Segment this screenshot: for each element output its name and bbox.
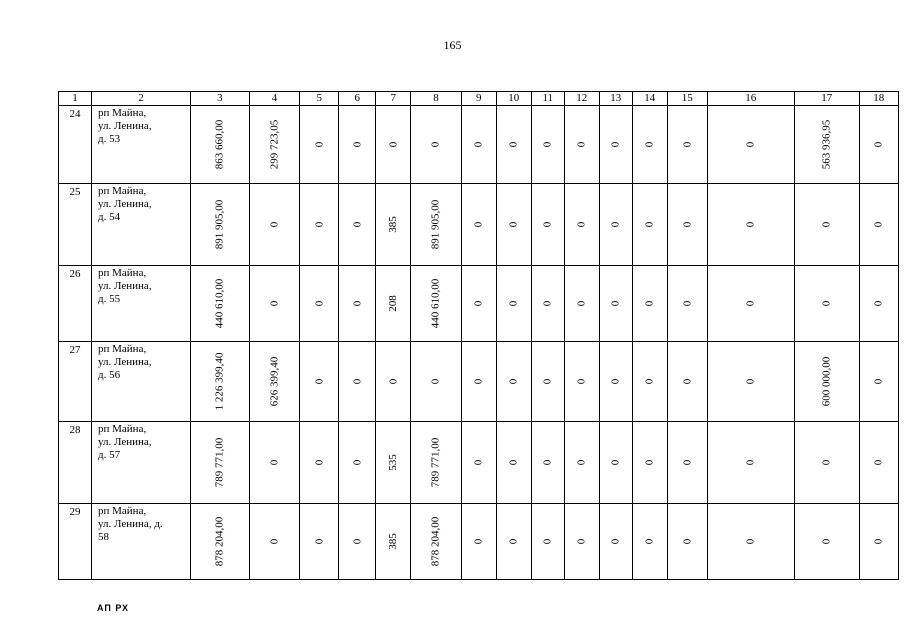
value-text: 0 (575, 300, 588, 307)
value-text: 0 (744, 221, 757, 228)
table-row (59, 106, 899, 184)
value-cell (411, 266, 462, 342)
value-cell (599, 422, 632, 504)
address-line: рп Майна, (98, 343, 147, 355)
value-text: 0 (312, 538, 325, 545)
value-text: 0 (643, 221, 656, 228)
value-cell (667, 184, 707, 266)
row-number: 27 (59, 342, 92, 422)
value-text: 0 (744, 141, 757, 148)
value-cell (191, 184, 250, 266)
value-text: 0 (541, 221, 554, 228)
address-line: рп Майна, (98, 423, 147, 435)
value-cell (707, 422, 794, 504)
header-cell: 11 (531, 92, 564, 106)
value-cell (249, 342, 300, 422)
address-cell (92, 184, 191, 266)
value-cell (411, 184, 462, 266)
value-cell (707, 266, 794, 342)
value-text: 0 (350, 538, 363, 545)
value-cell (632, 106, 667, 184)
value-text: 789 771,00 (429, 437, 442, 488)
header-cell: 8 (411, 92, 462, 106)
value-text: 0 (609, 300, 622, 307)
value-cell (300, 266, 339, 342)
value-text: 0 (575, 538, 588, 545)
value-text: 600 000,00 (820, 356, 833, 407)
value-cell (191, 106, 250, 184)
value-text: 0 (507, 459, 520, 466)
value-text: 0 (680, 141, 693, 148)
value-cell (707, 184, 794, 266)
address-line: рп Майна, (98, 267, 147, 279)
value-text: 0 (609, 221, 622, 228)
value-text: 0 (350, 141, 363, 148)
value-text: 385 (386, 216, 399, 233)
header-cell: 10 (496, 92, 531, 106)
value-cell (191, 342, 250, 422)
row-number: 25 (59, 184, 92, 266)
value-cell (707, 106, 794, 184)
header-cell: 2 (92, 92, 191, 106)
value-text: 0 (643, 459, 656, 466)
value-cell (411, 422, 462, 504)
value-cell (376, 422, 411, 504)
row-number: 29 (59, 504, 92, 580)
value-text: 891 905,00 (429, 199, 442, 250)
value-text: 0 (312, 141, 325, 148)
value-text: 0 (312, 378, 325, 385)
data-table (58, 91, 899, 580)
value-cell (794, 504, 859, 580)
value-cell (794, 106, 859, 184)
value-cell (411, 504, 462, 580)
value-text: 0 (643, 538, 656, 545)
value-cell (376, 106, 411, 184)
value-cell (564, 342, 599, 422)
table-row (59, 342, 899, 422)
value-cell (859, 106, 898, 184)
value-cell (249, 422, 300, 504)
value-cell (300, 342, 339, 422)
value-cell (376, 266, 411, 342)
table-row (59, 422, 899, 504)
value-cell (461, 106, 496, 184)
table-row (59, 504, 899, 580)
address-line: ул. Ленина, (98, 280, 152, 292)
value-text: 0 (609, 459, 622, 466)
value-cell (707, 504, 794, 580)
address-cell (92, 342, 191, 422)
address-line: д. 57 (98, 449, 121, 461)
value-cell (599, 266, 632, 342)
value-cell (411, 342, 462, 422)
value-cell (339, 184, 376, 266)
value-text: 0 (541, 141, 554, 148)
value-text: 0 (609, 538, 622, 545)
value-text: 0 (820, 300, 833, 307)
address-line: 58 (98, 531, 109, 543)
value-text: 0 (541, 538, 554, 545)
value-cell (461, 422, 496, 504)
value-cell (599, 504, 632, 580)
value-cell (339, 266, 376, 342)
address-cell (92, 266, 191, 342)
value-text: 0 (472, 300, 485, 307)
value-text: 0 (872, 459, 885, 466)
header-cell: 13 (599, 92, 632, 106)
header-cell: 4 (249, 92, 300, 106)
value-text: 0 (268, 459, 280, 466)
header-cell: 1 (59, 92, 92, 106)
value-cell (667, 342, 707, 422)
value-text: 0 (350, 300, 363, 307)
value-text: 0 (609, 141, 622, 148)
value-text: 0 (872, 141, 885, 148)
header-cell: 16 (707, 92, 794, 106)
value-cell (376, 504, 411, 580)
value-cell (376, 184, 411, 266)
value-text: 0 (680, 300, 693, 307)
value-cell (461, 342, 496, 422)
value-text: 0 (872, 538, 885, 545)
value-text: 440 610,00 (213, 278, 226, 329)
value-cell (859, 504, 898, 580)
value-text: 878 204,00 (213, 516, 226, 567)
value-cell (376, 342, 411, 422)
value-text: 0 (472, 459, 485, 466)
value-cell (531, 422, 564, 504)
header-cell: 15 (667, 92, 707, 106)
value-text: 789 771,00 (213, 437, 226, 488)
value-text: 0 (350, 459, 363, 466)
value-text: 0 (575, 221, 588, 228)
value-cell (564, 106, 599, 184)
value-cell (191, 504, 250, 580)
row-number: 24 (59, 106, 92, 184)
value-text: 0 (680, 538, 693, 545)
header-cell: 17 (794, 92, 859, 106)
value-cell (191, 422, 250, 504)
value-text: 0 (609, 378, 622, 385)
value-cell (496, 266, 531, 342)
address-line: д. 53 (98, 133, 121, 145)
value-cell (667, 266, 707, 342)
value-cell (859, 184, 898, 266)
value-text: 0 (541, 300, 554, 307)
value-text: 0 (744, 459, 757, 466)
value-text: 0 (575, 141, 588, 148)
value-cell (667, 106, 707, 184)
value-text: 0 (350, 221, 363, 228)
address-line: рп Майна, (98, 107, 147, 119)
address-line: д. 55 (98, 293, 121, 305)
value-text: 0 (680, 378, 693, 385)
value-cell (300, 504, 339, 580)
value-text: 0 (575, 459, 588, 466)
value-cell (531, 184, 564, 266)
row-number: 28 (59, 422, 92, 504)
value-text: 626 399,40 (268, 356, 280, 407)
value-cell (667, 504, 707, 580)
value-text: 0 (744, 538, 757, 545)
value-cell (794, 422, 859, 504)
value-text: 535 (386, 454, 399, 471)
value-text: 0 (680, 459, 693, 466)
value-text: 299 723,05 (268, 119, 280, 170)
header-cell: 6 (339, 92, 376, 106)
value-text: 878 204,00 (429, 516, 442, 567)
value-text: 0 (472, 221, 485, 228)
value-cell (707, 342, 794, 422)
value-cell (564, 422, 599, 504)
value-cell (339, 342, 376, 422)
value-cell (339, 106, 376, 184)
value-cell (564, 184, 599, 266)
value-text: 0 (541, 378, 554, 385)
value-text: 0 (507, 538, 520, 545)
value-cell (564, 504, 599, 580)
value-text: 440 610,00 (429, 278, 442, 329)
value-text: 0 (643, 141, 656, 148)
value-text: 0 (268, 221, 280, 228)
value-text: 0 (312, 300, 325, 307)
value-text: 0 (744, 378, 757, 385)
value-text: 0 (872, 221, 885, 228)
value-cell (461, 184, 496, 266)
value-text: 0 (872, 300, 885, 307)
value-text: 0 (350, 378, 363, 385)
table-row (59, 184, 899, 266)
header-cell: 3 (191, 92, 250, 106)
value-cell (249, 106, 300, 184)
value-cell (632, 504, 667, 580)
value-cell (599, 106, 632, 184)
address-line: рп Майна, (98, 505, 147, 517)
value-cell (531, 106, 564, 184)
value-cell (249, 504, 300, 580)
value-cell (531, 504, 564, 580)
value-text: 0 (429, 141, 442, 148)
page-number: 165 (443, 38, 462, 52)
value-cell (859, 266, 898, 342)
value-text: 0 (744, 300, 757, 307)
value-cell (632, 266, 667, 342)
value-text: 0 (268, 300, 280, 307)
value-cell (461, 504, 496, 580)
value-text: 891 905,00 (213, 199, 226, 250)
address-line: ул. Ленина, (98, 120, 152, 132)
value-text: 0 (507, 221, 520, 228)
table-row (59, 266, 899, 342)
address-line: ул. Ленина, (98, 436, 152, 448)
address-line: рп Майна, (98, 185, 147, 197)
value-text: 0 (386, 141, 399, 148)
value-cell (564, 266, 599, 342)
value-cell (632, 184, 667, 266)
value-text: 0 (680, 221, 693, 228)
value-cell (599, 184, 632, 266)
header-cell: 9 (461, 92, 496, 106)
value-cell (300, 106, 339, 184)
value-cell (496, 106, 531, 184)
address-line: д. 54 (98, 211, 121, 223)
header-cell: 18 (859, 92, 898, 106)
header-cell: 14 (632, 92, 667, 106)
value-text: 208 (386, 295, 399, 312)
value-text: 0 (507, 141, 520, 148)
value-text: 0 (820, 459, 833, 466)
value-text: 0 (312, 459, 325, 466)
value-text: 0 (541, 459, 554, 466)
value-cell (531, 342, 564, 422)
value-cell (411, 106, 462, 184)
value-cell (249, 266, 300, 342)
value-cell (191, 266, 250, 342)
address-line: ул. Ленина, (98, 198, 152, 210)
value-cell (531, 266, 564, 342)
value-text: 0 (507, 300, 520, 307)
value-cell (794, 342, 859, 422)
value-cell (496, 184, 531, 266)
value-cell (667, 422, 707, 504)
value-text: 0 (472, 141, 485, 148)
value-cell (859, 422, 898, 504)
value-text: 0 (386, 378, 399, 385)
value-cell (632, 422, 667, 504)
value-text: 1 226 399,40 (213, 352, 226, 411)
value-cell (496, 342, 531, 422)
value-text: 0 (507, 378, 520, 385)
value-cell (599, 342, 632, 422)
value-cell (496, 422, 531, 504)
value-cell (339, 504, 376, 580)
header-row (59, 92, 899, 106)
value-text: 0 (472, 538, 485, 545)
value-text: 863 660,00 (213, 119, 226, 170)
address-cell (92, 422, 191, 504)
value-cell (249, 184, 300, 266)
header-cell: 12 (564, 92, 599, 106)
value-cell (300, 184, 339, 266)
value-text: 0 (575, 378, 588, 385)
header-cell: 5 (300, 92, 339, 106)
footer-mark: АП РХ (97, 603, 130, 613)
address-line: ул. Ленина, д. (98, 518, 163, 530)
value-cell (496, 504, 531, 580)
value-cell (300, 422, 339, 504)
value-cell (339, 422, 376, 504)
address-cell (92, 106, 191, 184)
value-cell (794, 184, 859, 266)
header-cell: 7 (376, 92, 411, 106)
row-number: 26 (59, 266, 92, 342)
value-cell (859, 342, 898, 422)
value-text: 0 (429, 378, 442, 385)
address-line: ул. Ленина, (98, 356, 152, 368)
value-text: 0 (312, 221, 325, 228)
value-cell (794, 266, 859, 342)
value-cell (632, 342, 667, 422)
value-text: 385 (386, 533, 399, 550)
value-text: 0 (643, 378, 656, 385)
value-text: 0 (820, 221, 833, 228)
value-text: 0 (872, 378, 885, 385)
value-text: 0 (268, 538, 280, 545)
value-text: 0 (820, 538, 833, 545)
value-text: 0 (643, 300, 656, 307)
value-text: 563 936,95 (820, 119, 833, 170)
value-text: 0 (472, 378, 485, 385)
value-cell (461, 266, 496, 342)
address-line: д. 56 (98, 369, 121, 381)
address-cell (92, 504, 191, 580)
